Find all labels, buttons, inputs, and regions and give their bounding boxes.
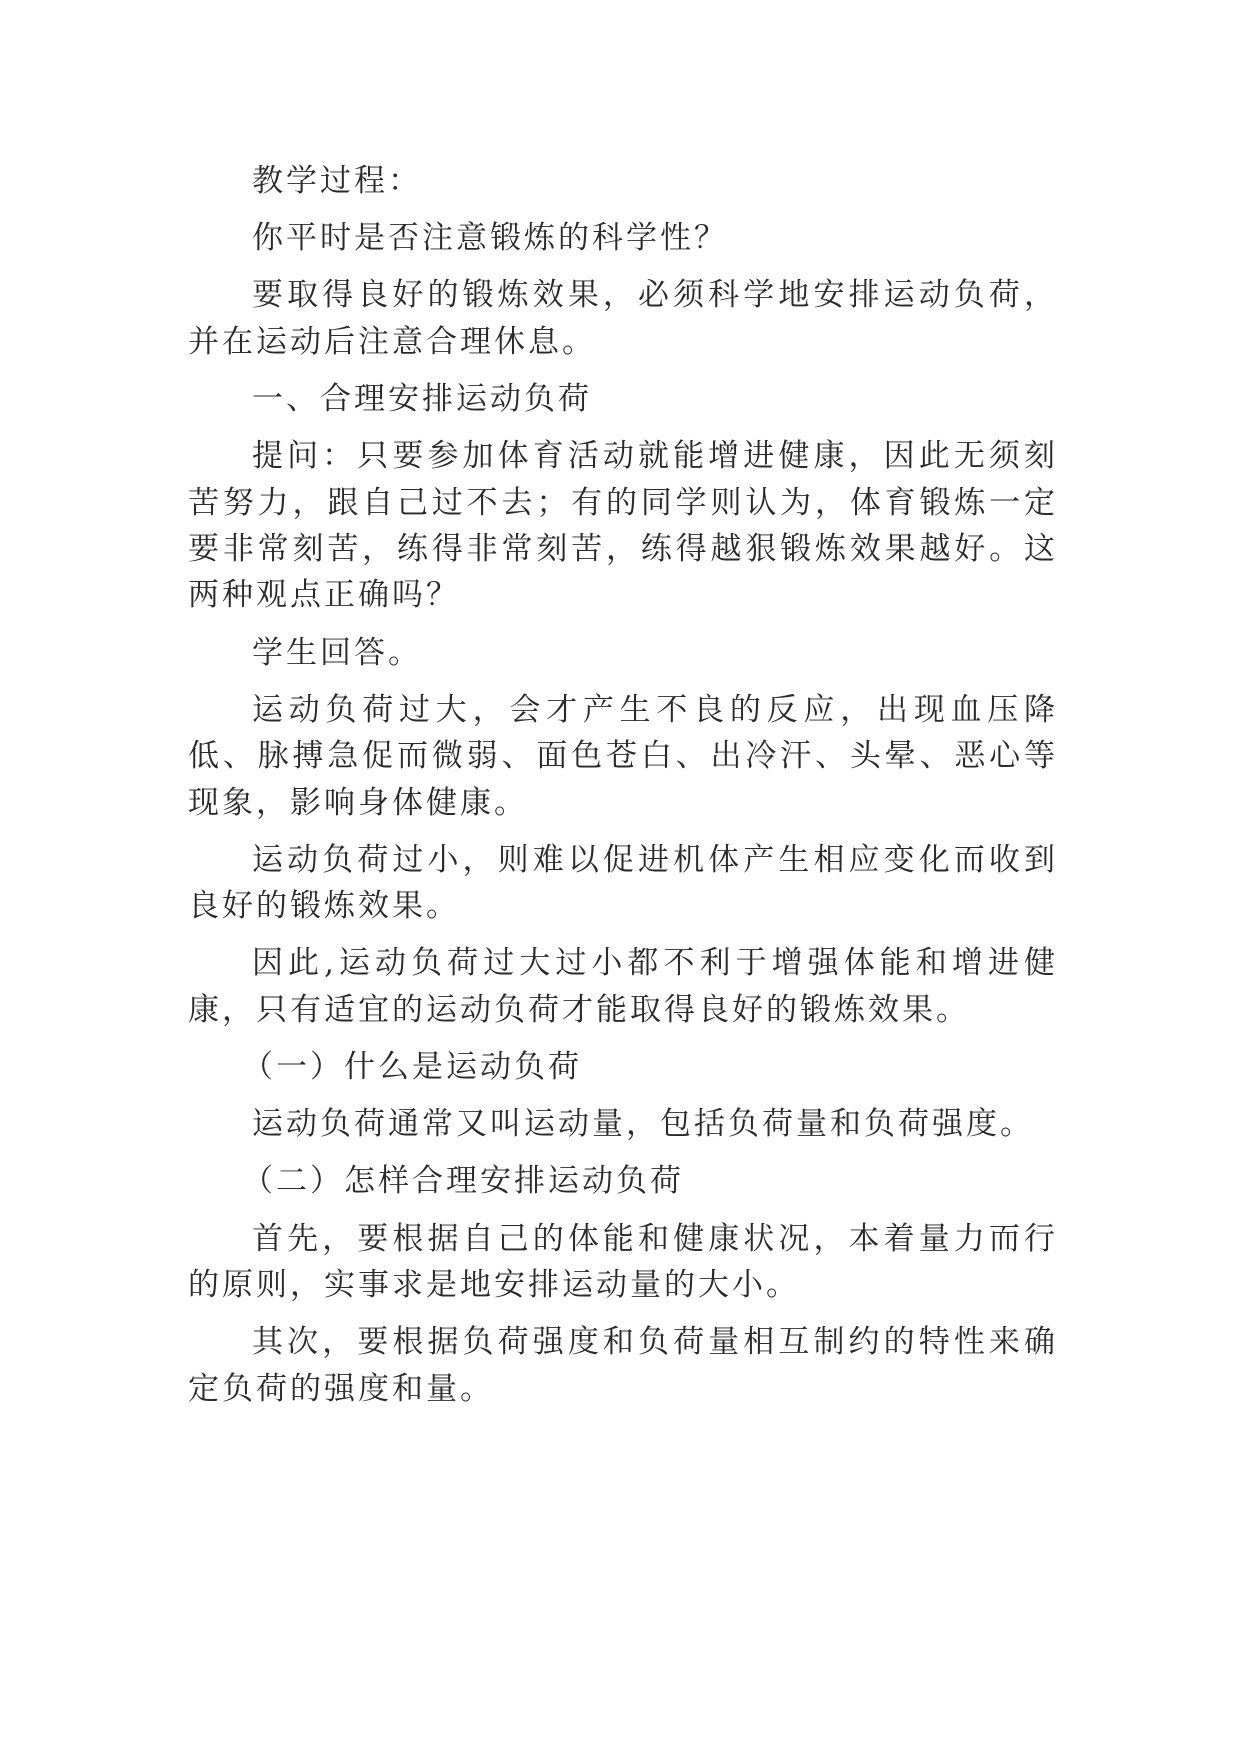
paragraph: 学生回答。	[252, 634, 422, 671]
paragraph: 要取得良好的锻炼效果，必须科学地安排运动负荷，并在运动后注意合理休息。	[188, 277, 1058, 360]
paragraph-question: 你平时是否注意锻炼的科学性？	[252, 220, 728, 257]
document-body	[188, 158, 1058, 1412]
paragraph-teaching-process: 教学过程：	[252, 163, 422, 199]
subsection-heading: （一）什么是运动负荷	[242, 1049, 582, 1086]
paragraph: 运动负荷过大，会才产生不良的反应，出现血压降低、脉搏急促而微弱、面色苍白、出冷汗、头晕、恶心等现象，影响身体健康。	[188, 691, 1058, 821]
paragraph: 运动负荷过小，则难以促进机体产生相应变化而收到良好的锻炼效果。	[188, 841, 1058, 925]
section-heading: 一、合理安排运动负荷	[252, 381, 592, 418]
paragraph: 提问：只要参加体育活动就能增进健康，因此无须刻苦努力，跟自己过不去；有的同学则认为，体育锻炼一定要非常刻苦，练得非常刻苦，练得越狠锻炼效果越好。这两种观点正确吗？	[188, 438, 1058, 614]
subsection-heading: （二）怎样合理安排运动负荷	[242, 1163, 684, 1200]
paragraph: 其次，要根据负荷强度和负荷量相互制约的特性来确定负荷的强度和量。	[188, 1324, 1058, 1407]
paragraph: 首先，要根据自己的体能和健康状况，本着量力而行的原则，实事求是地安排运动量的大小。	[188, 1220, 1058, 1304]
paragraph: 因此,运动负荷过大过小都不利于增强体能和增进健康，只有适宜的运动负荷才能取得良好的锻炼效果。	[188, 945, 1058, 1028]
paragraph: 运动负荷通常又叫运动量，包括负荷量和负荷强度。	[252, 1106, 1034, 1143]
